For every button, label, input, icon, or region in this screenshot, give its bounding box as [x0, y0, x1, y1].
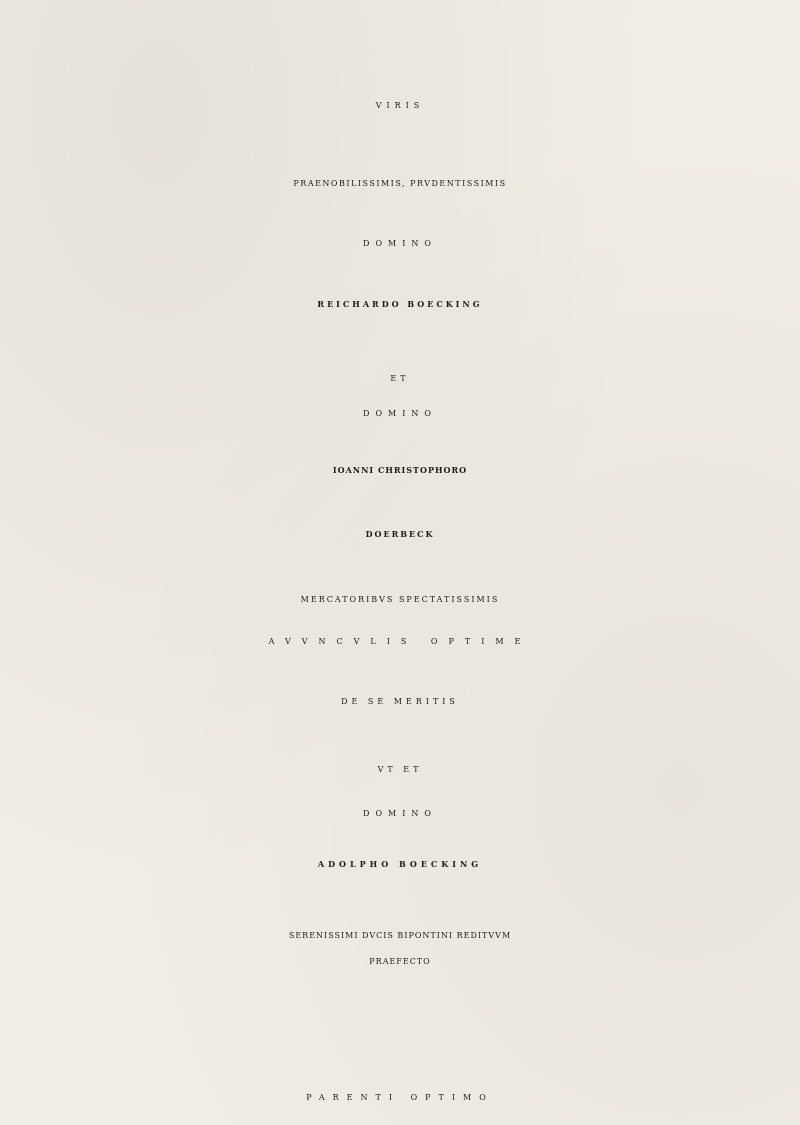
- dedication-serenissimi: SERENISSIMI DVCIS BIPONTINI REDITVVM: [288, 931, 512, 940]
- dedication-domino-3: DOMINO: [363, 809, 437, 818]
- dedication-praefecto: PRAEFECTO: [369, 957, 431, 966]
- dedication-domino-1: DOMINO: [363, 239, 437, 248]
- dedicatee-name-1: REICHARDO BOECKING: [317, 299, 483, 309]
- dedication-de-se-meritis: DE SE MERITIS: [341, 697, 459, 706]
- dedication-avunculis: AVVNCVLIS OPTIME: [268, 637, 532, 646]
- dedication-et: ET: [390, 374, 410, 383]
- dedicatee-name-2-last: DOERBECK: [365, 529, 435, 539]
- dedicatee-name-2-first: IOANNI CHRISTOPHORO: [332, 465, 468, 475]
- dedicatee-name-3: ADOLPHO BOECKING: [317, 859, 483, 869]
- dedication-ut-et: VT ET: [377, 765, 423, 774]
- dedication-epithets: PRAENOBILISSIMIS, PRVDENTISSIMIS: [293, 179, 507, 188]
- dedication-mercatoribus: MERCATORIBVS SPECTATISSIMIS: [300, 595, 500, 604]
- dedication-viris: VIRIS: [375, 101, 425, 110]
- dedication-domino-2: DOMINO: [363, 409, 437, 418]
- dedication-parenti: PARENTI OPTIMO: [306, 1093, 494, 1102]
